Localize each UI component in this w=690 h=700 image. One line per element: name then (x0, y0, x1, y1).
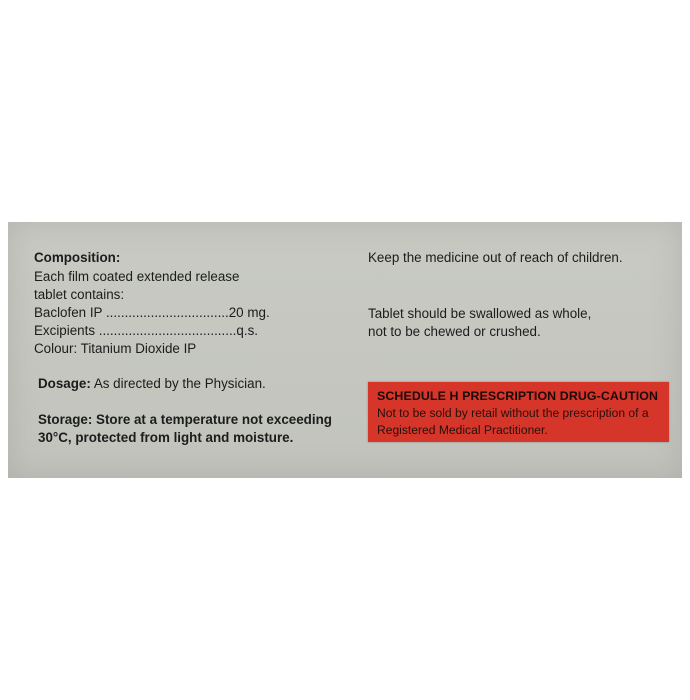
ingredient-baclofen: Baclofen IP .................................20 mg. (34, 305, 270, 320)
ingredient-excipients: Excipients .....................................q.s. (34, 323, 258, 338)
composition-intro: Each film coated extended release tablet contains: (34, 269, 240, 302)
composition-heading: Composition: (34, 250, 121, 265)
caution-heading: SCHEDULE H PRESCRIPTION DRUG-CAUTION (377, 389, 659, 403)
caution-box (368, 382, 669, 442)
dosage-line (38, 376, 266, 392)
ingredient-colour: Colour: Titanium Dioxide IP (34, 341, 197, 356)
dosage-heading: Dosage: (38, 376, 91, 391)
medicine-label-panel (8, 222, 682, 478)
children-warning: Keep the medicine out of reach of children. (368, 250, 623, 265)
swallow-instruction: Tablet should be swallowed as whole, not to be chewed or crushed. (368, 306, 592, 339)
dosage-text: As directed by the Physician. (90, 376, 266, 391)
storage-text: Storage: Store at a temperature not exceeding 30°C, protected from light and moisture. (38, 412, 332, 445)
caution-text: Not to be sold by retail without the prescription of a Registered Medical Practitioner. (377, 406, 649, 437)
